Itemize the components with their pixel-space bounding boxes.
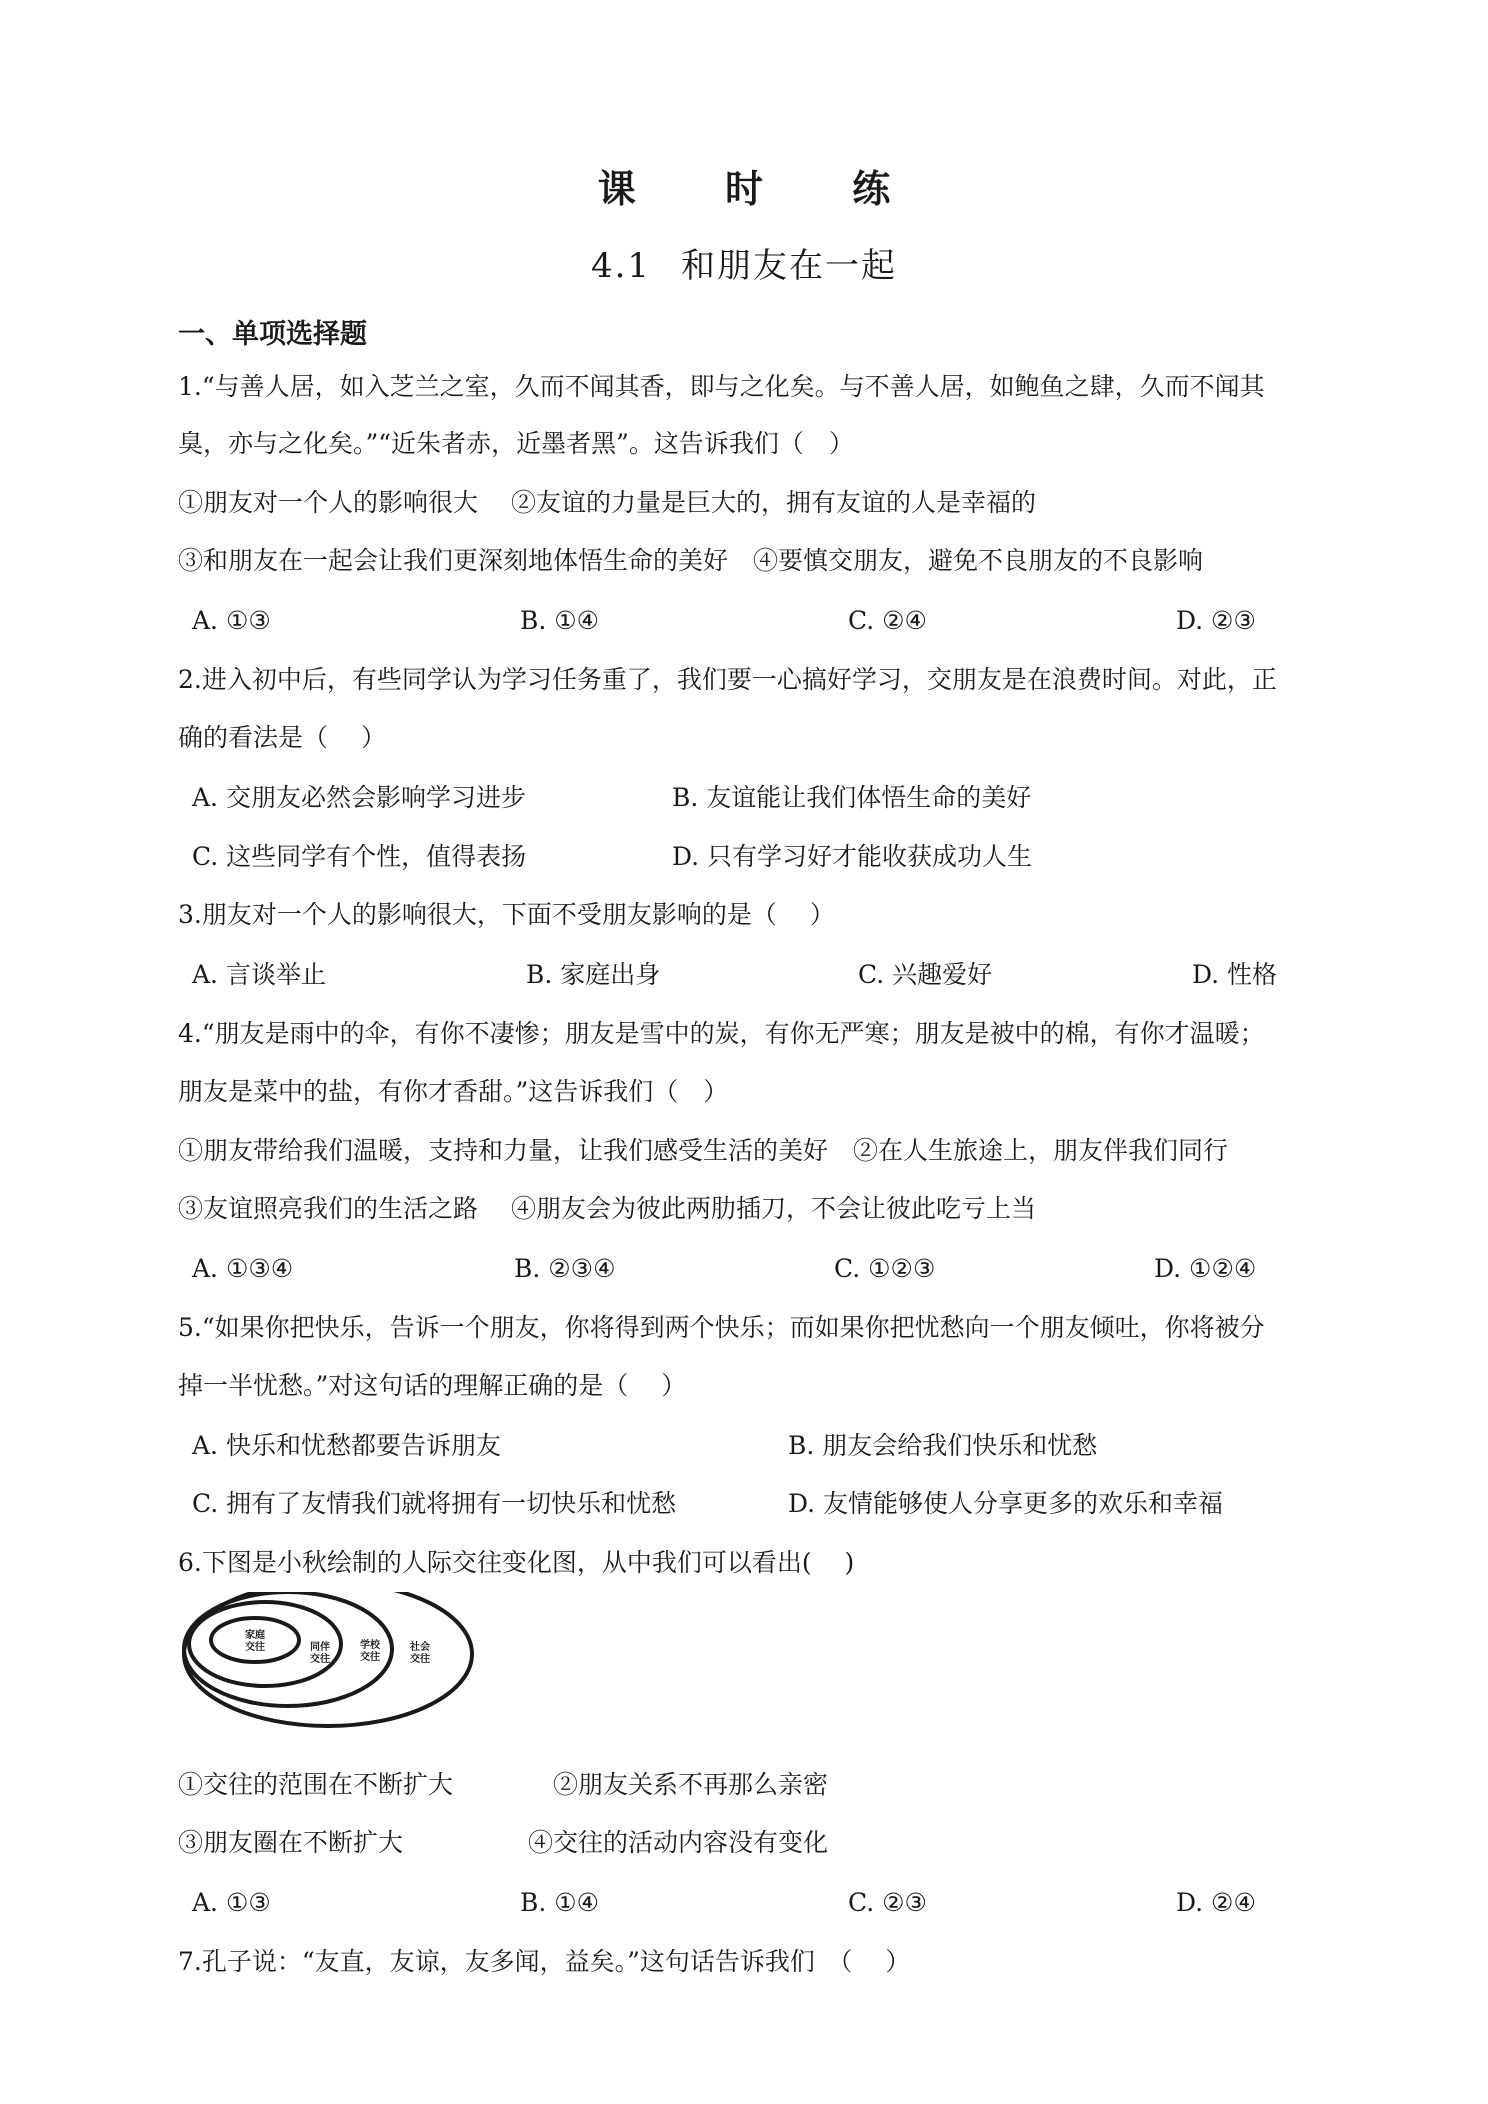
- question-4-option-a: A. ①③④: [192, 1254, 294, 1283]
- question-4-option-c: C. ①②③: [834, 1254, 936, 1283]
- social-circle-diagram: [180, 1592, 476, 1736]
- question-1-option-b: B. ①④: [520, 606, 600, 635]
- lesson-heading: [0, 238, 1488, 287]
- question-4-statement-line-1: ①朋友带给我们温暖，支持和力量，让我们感受生活的美好 ②在人生旅途上，朋友伴我们同行: [178, 1136, 1229, 1165]
- question-2-option-a: A. 交朋友必然会影响学习进步: [192, 783, 526, 812]
- question-6-option-d: D. ②④: [1176, 1888, 1256, 1917]
- question-4-stem-line-2: 朋友是菜中的盐，有你才香甜。”这告诉我们（ ）: [178, 1077, 729, 1106]
- question-2-option-b: B. 友谊能让我们体悟生命的美好: [672, 783, 1032, 812]
- question-2-stem-line-1: 2.进入初中后，有些同学认为学习任务重了，我们要一心搞好学习，交朋友是在浪费时间。对此，正: [178, 665, 1277, 694]
- question-5-option-c: C. 拥有了友情我们就将拥有一切快乐和忧愁: [192, 1489, 677, 1518]
- question-6-stem: 6.下图是小秋绘制的人际交往变化图，从中我们可以看出( ): [178, 1548, 855, 1577]
- ring-label-family: 家庭交往: [245, 1630, 265, 1653]
- question-1-option-a: A. ①③: [192, 606, 271, 635]
- question-6-option-b: B. ①④: [520, 1888, 600, 1917]
- question-1-stem-line-1: 1.“与善人居，如入芝兰之室，久而不闻其香，即与之化矣。与不善人居，如鲍鱼之肆，久而不闻其: [178, 372, 1265, 401]
- question-2-stem-line-2: 确的看法是（ ）: [178, 723, 386, 752]
- question-1-statement-line-1: ①朋友对一个人的影响很大 ②友谊的力量是巨大的，拥有友谊的人是幸福的: [178, 488, 1036, 517]
- question-3-option-c: C. 兴趣爱好: [858, 960, 993, 989]
- question-4-statement-line-2: ③友谊照亮我们的生活之路 ④朋友会为彼此两肋插刀，不会让彼此吃亏上当: [178, 1194, 1036, 1223]
- question-5-option-a: A. 快乐和忧愁都要告诉朋友: [192, 1431, 501, 1460]
- ring-label-peer: 同伴交往: [310, 1642, 330, 1665]
- question-6-option-a: A. ①③: [192, 1888, 271, 1917]
- question-7-stem: 7.孔子说：“友直，友谅，友多闻，益矣。”这句话告诉我们 （ ）: [178, 1947, 911, 1976]
- question-1-stem-line-2: 臭，亦与之化矣。”“近朱者赤，近墨者黑”。这告诉我们（ ）: [178, 429, 854, 458]
- page-title: 课 时 练: [597, 166, 929, 211]
- question-5-stem-line-2: 掉一半忧愁。”对这句话的理解正确的是（ ）: [178, 1371, 687, 1400]
- lesson-number: 4.1: [590, 246, 652, 286]
- question-4-option-b: B. ②③④: [514, 1254, 616, 1283]
- question-6-statement-line-2: ③朋友圈在不断扩大 ④交往的活动内容没有变化: [178, 1828, 829, 1857]
- question-3-stem: 3.朋友对一个人的影响很大，下面不受朋友影响的是（ ）: [178, 900, 835, 929]
- question-5-option-b: B. 朋友会给我们快乐和忧愁: [788, 1431, 1098, 1460]
- section-heading: 一、单项选择题: [178, 319, 367, 350]
- question-2-option-c: C. 这些同学有个性，值得表扬: [192, 842, 527, 871]
- ring-label-school: 学校交往: [360, 1640, 380, 1663]
- question-1-statement-line-2: ③和朋友在一起会让我们更深刻地体悟生命的美好 ④要慎交朋友，避免不良朋友的不良影响: [178, 546, 1204, 575]
- question-3-option-b: B. 家庭出身: [526, 960, 661, 989]
- ring-label-social: 社会交往: [410, 1642, 430, 1665]
- question-1-option-c: C. ②④: [848, 606, 927, 635]
- question-5-stem-line-1: 5.“如果你把快乐，告诉一个朋友，你将得到两个快乐；而如果你把忧愁向一个朋友倾吐，你将被分: [178, 1313, 1265, 1342]
- question-6-option-c: C. ②③: [848, 1888, 927, 1917]
- question-4-option-d: D. ①②④: [1154, 1254, 1257, 1283]
- question-1-option-d: D. ②③: [1176, 606, 1256, 635]
- question-4-stem-line-1: 4.“朋友是雨中的伞，有你不凄惨；朋友是雪中的炭，有你无严寒；朋友是被中的棉，有你才温暖；: [178, 1019, 1265, 1048]
- question-2-option-d: D. 只有学习好才能收获成功人生: [672, 842, 1033, 871]
- lesson-name: 和朋友在一起: [681, 246, 898, 286]
- question-6-statement-line-1: ①交往的范围在不断扩大 ②朋友关系不再那么亲密: [178, 1770, 829, 1799]
- question-3-option-a: A. 言谈举止: [192, 960, 326, 989]
- question-3-option-d: D. 性格: [1192, 960, 1278, 989]
- question-5-option-d: D. 友情能够使人分享更多的欢乐和幸福: [788, 1489, 1224, 1518]
